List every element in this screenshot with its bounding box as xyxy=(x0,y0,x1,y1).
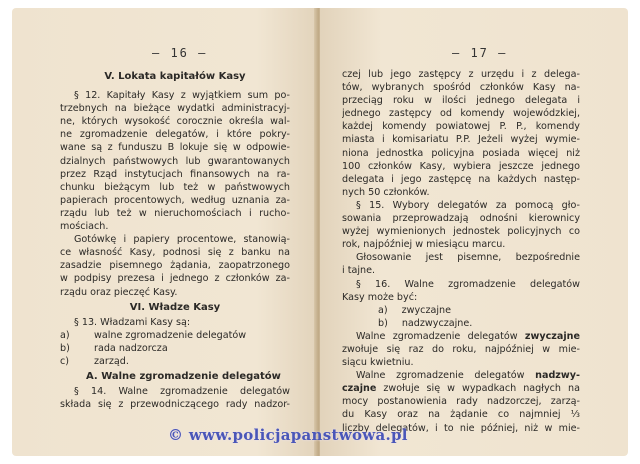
text-line: ce własność Kasy, podnosi się z banku na xyxy=(60,247,290,259)
list-marker: a) xyxy=(60,329,70,341)
text-line: Gotówkę i papiery procentowe, stanowią- xyxy=(74,234,290,246)
list-item-text: zarząd. xyxy=(94,355,129,367)
text-line: § 14. Walne zgromadzenie delegatów xyxy=(74,386,290,398)
extraordinary-meeting-line-2: czajne zwołuje się w wypadkach nagłych na xyxy=(342,383,580,395)
section-a-heading: A. Walne zgromadzenie delegatów xyxy=(86,371,281,383)
list-item-text: nadzwyczajne. xyxy=(401,317,473,329)
authority-item xyxy=(60,355,290,368)
text-line: rok, najpóźniej w miesiącu marcu. xyxy=(342,239,506,251)
text-line: jednego zastępcy od komendy wojewódzkiej, xyxy=(342,108,580,120)
text-line: § 15. Wybory delegatów za pomocą gło- xyxy=(356,199,580,211)
paragraph-15 xyxy=(342,199,580,251)
list-marker: a) xyxy=(378,304,388,316)
text-line: mocy postanowienia rady nadzorczej, zarzą- xyxy=(342,396,580,408)
paragraph-12 xyxy=(60,89,290,233)
text-line: przez Rząd instytucjach finansowych na ra- xyxy=(60,168,290,180)
copyright-watermark: © www.policjapanstwowa.pl xyxy=(168,426,408,444)
text-line: niona jednostka policyjna posiada więcej niż xyxy=(342,147,580,159)
text-line: ne, których wysokość corocznie określa wal- xyxy=(60,116,290,128)
text-line: delegata i jego zastępcę na każdych następ- xyxy=(342,173,580,185)
paragraph-14 xyxy=(60,385,290,411)
paragraph-16-continued: Kasy może być: xyxy=(342,291,418,303)
text-line: ne zgromadzenie delegatów, i które pokry- xyxy=(60,129,290,141)
ordinary-meeting-line: Walne zgromadzenie delegatów zwyczajne xyxy=(356,330,580,342)
list-item-text: zwyczajne xyxy=(401,304,452,316)
text-line: zasadzie pisemnego żądania, zaopatrzonego xyxy=(60,260,290,272)
text-line: siącu kwietniu. xyxy=(342,357,414,369)
list-item-text: walne zgromadzenie delegatów xyxy=(94,329,247,341)
text-line: wane są z funduszu B lokuje się w odpowie- xyxy=(60,142,290,154)
section-vi-heading: VI. Władze Kasy xyxy=(129,301,221,313)
paragraph-14-continuation xyxy=(342,68,580,199)
section-v-heading: V. Lokata kapitałów Kasy xyxy=(104,71,246,82)
page-number-16: — 16 — xyxy=(152,46,208,60)
text-line: chunku bieżącym lub też w państwowych xyxy=(60,181,290,193)
list-marker: b) xyxy=(60,342,70,354)
text-line: § 12. Kapitały Kasy z wyjątkiem sum po- xyxy=(74,90,290,102)
text-line: trzebnych na bieżące wydatki administracyj- xyxy=(60,103,290,115)
text-line: każdej komendy powiatowej P. P., komendy xyxy=(342,121,580,133)
ordinary-meeting-paragraph xyxy=(342,343,580,369)
text-line: rządu lub też w nieruchomościach i rucho- xyxy=(60,207,290,219)
text-line: mościach. xyxy=(60,221,109,233)
text-line: papierach procentowych, według uznania za- xyxy=(60,194,290,206)
right-page xyxy=(320,8,628,456)
meeting-type-item xyxy=(342,304,580,317)
text-line: du Kasy oraz na żądanie co najmniej ⅓ xyxy=(342,409,580,421)
text-line: sowania przeprowadzają odnośni kierownicy xyxy=(342,213,580,225)
text-line: miasta i komisariatu P.P. Jeżeli wyżej wymie- xyxy=(342,134,580,146)
voting-paragraph xyxy=(342,251,580,277)
left-page-body xyxy=(60,68,290,411)
authority-item xyxy=(60,329,290,342)
right-page-body xyxy=(342,68,580,435)
text-line: zwołuje się raz do roku, najpóźniej w mie- xyxy=(342,343,580,355)
text-line: dzialnych państwowych lub gwarantowanych xyxy=(60,155,290,167)
text-line: przeciąg roku w ilości jednego delegata i xyxy=(342,95,580,107)
page-number-17: — 17 — xyxy=(452,46,508,60)
text-line: rządu oraz pieczęć Kasy. xyxy=(60,286,178,298)
authority-item xyxy=(60,342,290,355)
paragraph-16: § 16. Walne zgromadzenie delegatów xyxy=(356,278,580,290)
text-line: składa się z przewodniczącego rady nadzor- xyxy=(60,399,290,411)
text-line: tów, wybranych spośród członków Kasy na- xyxy=(342,82,580,94)
paragraph-13: § 13. Władzami Kasy są: xyxy=(74,316,191,328)
text-line: w podpisy prezesa i jednego z członków za- xyxy=(60,273,290,285)
left-page xyxy=(12,8,318,456)
list-marker: c) xyxy=(60,355,70,367)
text-line: i tajne. xyxy=(342,265,376,277)
text-line: wyżej wymienionych jednostek policyjnych co xyxy=(342,226,580,238)
text-line: 100 członków Kasy, wybiera jeszcze jednego xyxy=(342,160,580,172)
authorities-list xyxy=(60,329,290,368)
text-line: nych 50 członków. xyxy=(342,186,430,198)
list-item-text: rada nadzorcza xyxy=(94,342,168,354)
extraordinary-meeting-line: Walne zgromadzenie delegatów nadzwy- xyxy=(356,370,580,382)
paragraph-cash-and-securities xyxy=(60,233,290,298)
text-line: liczby delegatów, i to nie później, niż w mie- xyxy=(342,422,580,434)
meeting-types-list xyxy=(342,304,580,330)
text-line: Głosowanie jest pisemne, bezpośrednie xyxy=(356,252,580,264)
list-marker: b) xyxy=(378,317,388,329)
meeting-type-item xyxy=(342,317,580,330)
text-line: czej lub jego zastępcy z urzędu i z delega- xyxy=(342,69,580,80)
